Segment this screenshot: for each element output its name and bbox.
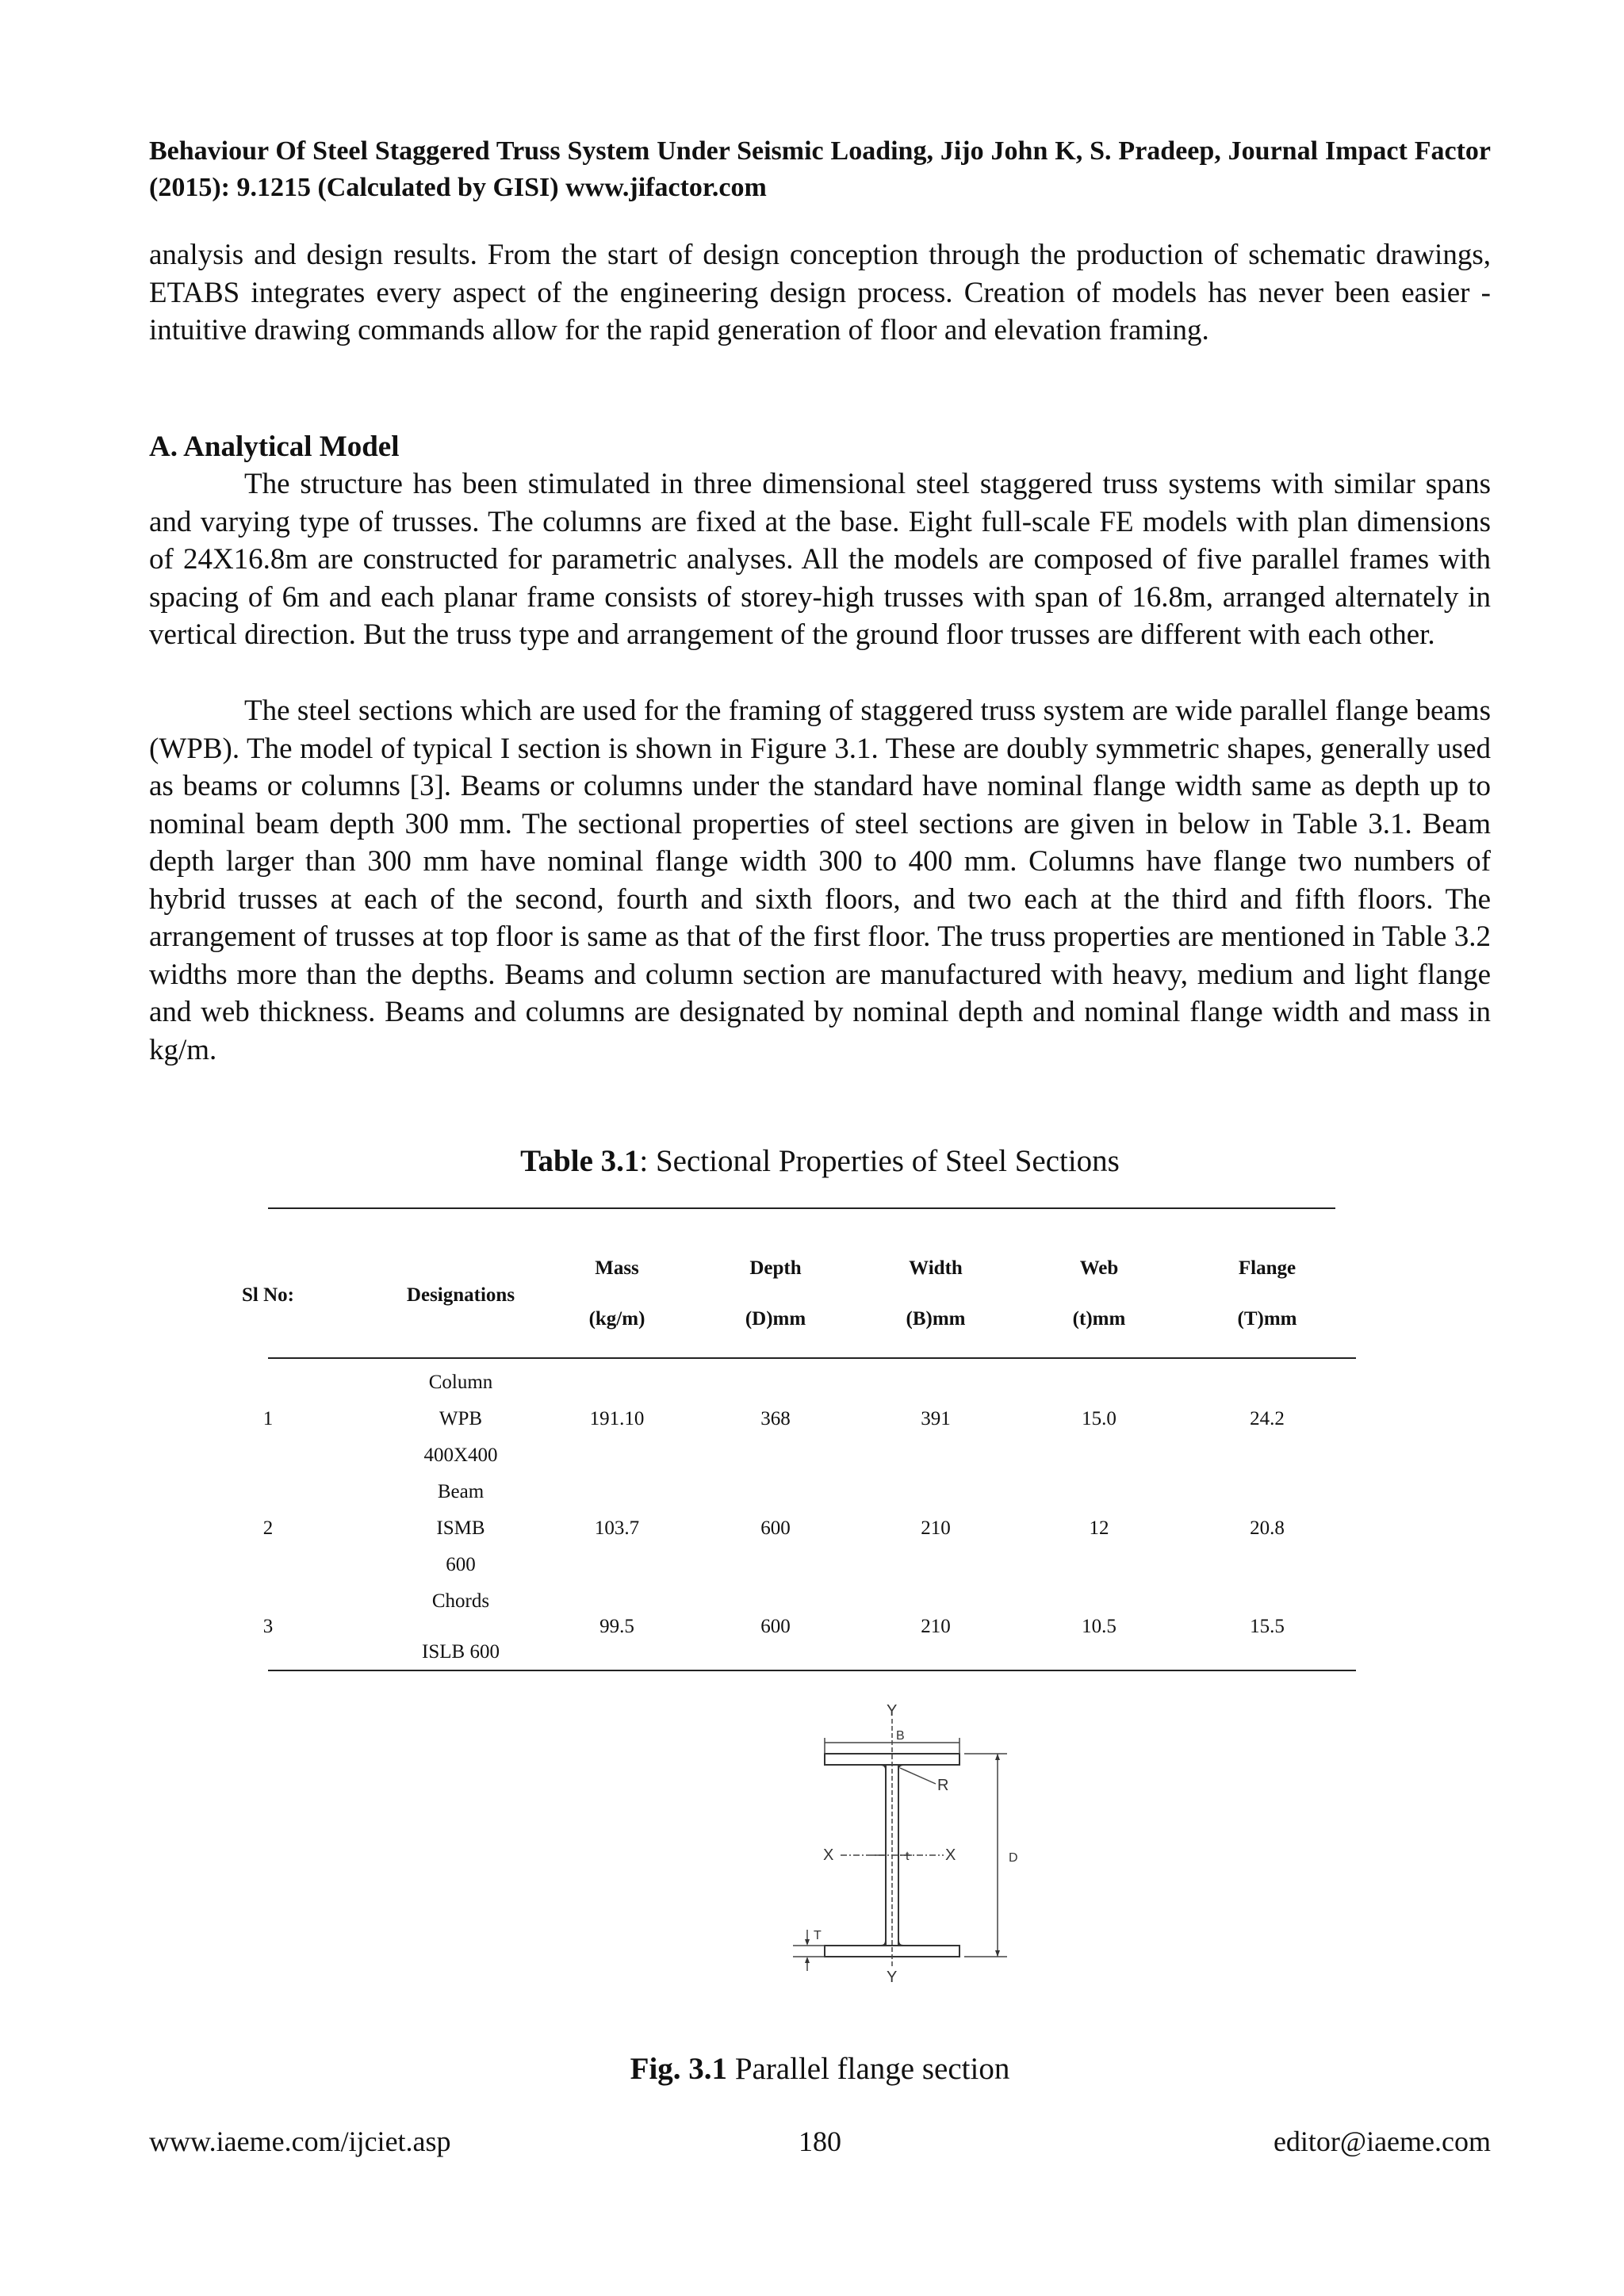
row-2-web: 12 xyxy=(1089,1517,1109,1539)
arrow-heads xyxy=(805,1754,1000,1963)
row-3-designation-line-1: Chords xyxy=(431,1590,490,1612)
t-lower-arrowhead xyxy=(805,1957,810,1963)
table-caption-text: : Sectional Properties of Steel Sections xyxy=(639,1144,1120,1178)
label-x-left: X xyxy=(823,1846,834,1864)
row-2-mass: 103.7 xyxy=(594,1517,640,1539)
col-header-flange-unit: (T)mm xyxy=(1237,1308,1297,1330)
row-2-depth: 600 xyxy=(760,1517,791,1539)
label-y-top: Y xyxy=(887,1705,898,1720)
bottom-left-fillet xyxy=(881,1941,886,1946)
col-header-web-unit: (t)mm xyxy=(1072,1308,1126,1330)
col-header-mass: Mass xyxy=(595,1257,639,1279)
label-t-web: t xyxy=(906,1850,910,1863)
label-d: D xyxy=(1009,1851,1018,1865)
col-header-mass-unit: (kg/m) xyxy=(588,1308,645,1330)
table-caption xyxy=(149,1142,1491,1181)
row-3-depth: 600 xyxy=(760,1616,791,1637)
row-2-designation-line-2: ISMB xyxy=(436,1517,485,1539)
top-left-fillet xyxy=(881,1765,886,1770)
row-1-designation-line-1: Column xyxy=(428,1372,493,1393)
bottom-right-fillet xyxy=(898,1941,903,1946)
row-1-web: 15.0 xyxy=(1082,1408,1116,1429)
footer-right-email[interactable]: editor@iaeme.com xyxy=(1273,2126,1491,2157)
label-y-bottom: Y xyxy=(887,1969,898,1982)
col-header-flange: Flange xyxy=(1238,1257,1297,1279)
figure-caption xyxy=(149,2049,1491,2089)
row-1-sl: 1 xyxy=(262,1408,274,1429)
figure-caption-label: Fig. 3.1 xyxy=(630,2052,728,2086)
row-2-flange: 20.8 xyxy=(1250,1517,1285,1539)
row-3-web: 10.5 xyxy=(1082,1616,1116,1637)
col-header-depth-unit: (D)mm xyxy=(745,1308,806,1330)
row-3-width: 210 xyxy=(921,1616,951,1637)
row-1-depth: 368 xyxy=(760,1408,791,1429)
figure-caption-text: Parallel flange section xyxy=(727,2052,1010,2086)
figure-labels xyxy=(814,1705,1018,1982)
row-3-flange: 15.5 xyxy=(1250,1616,1285,1637)
label-t-flange: T xyxy=(814,1929,822,1942)
table-header-rule xyxy=(268,1357,1356,1359)
col-header-sl-no: Sl No: xyxy=(242,1284,294,1306)
row-1-designation-line-3: 400X400 xyxy=(423,1445,498,1466)
row-2-width: 210 xyxy=(921,1517,951,1539)
row-3-designation-line-2: ISLB 600 xyxy=(422,1641,500,1663)
row-3-mass: 99.5 xyxy=(599,1616,634,1637)
table-bottom-rule xyxy=(268,1670,1356,1671)
label-r: R xyxy=(937,1777,949,1794)
table-top-rule xyxy=(268,1207,1335,1209)
col-header-width-unit: (B)mm xyxy=(906,1308,966,1330)
col-header-depth: Depth xyxy=(749,1257,802,1279)
t-upper-arrowhead xyxy=(805,1939,810,1946)
row-2-designation-line-1: Beam xyxy=(437,1481,485,1502)
running-header: Behaviour Of Steel Staggered Truss System Under Seismic Loading, Jijo John K, S. Pradeep, Journal Impact Factor (2015): 9.1215 (Calculated by GISI) www.jifactor.com xyxy=(149,136,1491,202)
row-1-mass: 191.10 xyxy=(589,1408,645,1429)
row-1-designation-line-2: WPB xyxy=(439,1408,483,1429)
parallel-flange-section-figure xyxy=(793,1705,1110,1982)
label-b: B xyxy=(896,1729,905,1743)
row-2-designation-line-3: 600 xyxy=(446,1554,476,1575)
footer-left-url[interactable]: www.iaeme.com/ijciet.asp xyxy=(149,2126,451,2157)
col-header-designations: Designations xyxy=(406,1284,515,1306)
d-top-arrowhead xyxy=(995,1754,1000,1760)
paragraph-steel-sections: The steel sections which are used for the framing of staggered truss system are wide parallel flange beams (WPB). The model of typical I section is shown in Figure 3.1. These are doubly symmetric shapes, generally used as beams or columns [3]. Beams or columns under the standard have nominal flange width same as depth up to nominal beam depth 300 mm. The sectional properties of steel sections are given in below in Table 3.1. Beam depth larger than 300 mm have nominal flange width 300 to 400 mm. Columns have flange two numbers of hybrid trusses at each of the second, fourth and sixth floors, and two each at the third and fifth floors. The arrangement of trusses at top floor is same as that of the first floor. The truss properties are mentioned in Table 3.2 widths more than the depths. Beams and column section are manufactured with heavy, medium and light flange and web thickness. Beams and columns are designated by nominal depth and nominal flange width and mass in kg/m. xyxy=(149,695,1491,1066)
footer-page-number: 180 xyxy=(799,2126,841,2157)
row-1-width: 391 xyxy=(921,1408,951,1429)
section-heading: A. Analytical Model xyxy=(149,430,400,463)
col-header-width: Width xyxy=(909,1257,963,1279)
row-2-sl: 2 xyxy=(262,1517,274,1539)
row-1-flange: 24.2 xyxy=(1250,1408,1285,1429)
label-x-right: X xyxy=(945,1846,956,1864)
d-bottom-arrowhead xyxy=(995,1950,1000,1957)
intro-paragraph: analysis and design results. From the start of design conception through the production of schematic drawings, ETABS integrates every aspect of the engineering design process. Creation of models has never been easier - intuitive drawing commands allow for the rapid generation of floor and elevation framing. xyxy=(149,239,1491,346)
r-leader-line xyxy=(900,1768,936,1784)
paragraph-analytical-model: The structure has been stimulated in three dimensional steel staggered truss systems with similar spans and varying type of trusses. The columns are fixed at the base. Eight full-scale FE models with plan dimensions of 24X16.8m are constructed for parametric analyses. All the models are composed of five parallel frames with spacing of 6m and each planar frame consists of storey-high trusses with span of 16.8m, arranged alternately in vertical direction. But the truss type and arrangement of the ground floor trusses are different with each other. xyxy=(149,468,1491,651)
table-caption-label: Table 3.1 xyxy=(520,1144,640,1178)
col-header-web: Web xyxy=(1079,1257,1119,1279)
row-3-sl: 3 xyxy=(262,1616,274,1637)
